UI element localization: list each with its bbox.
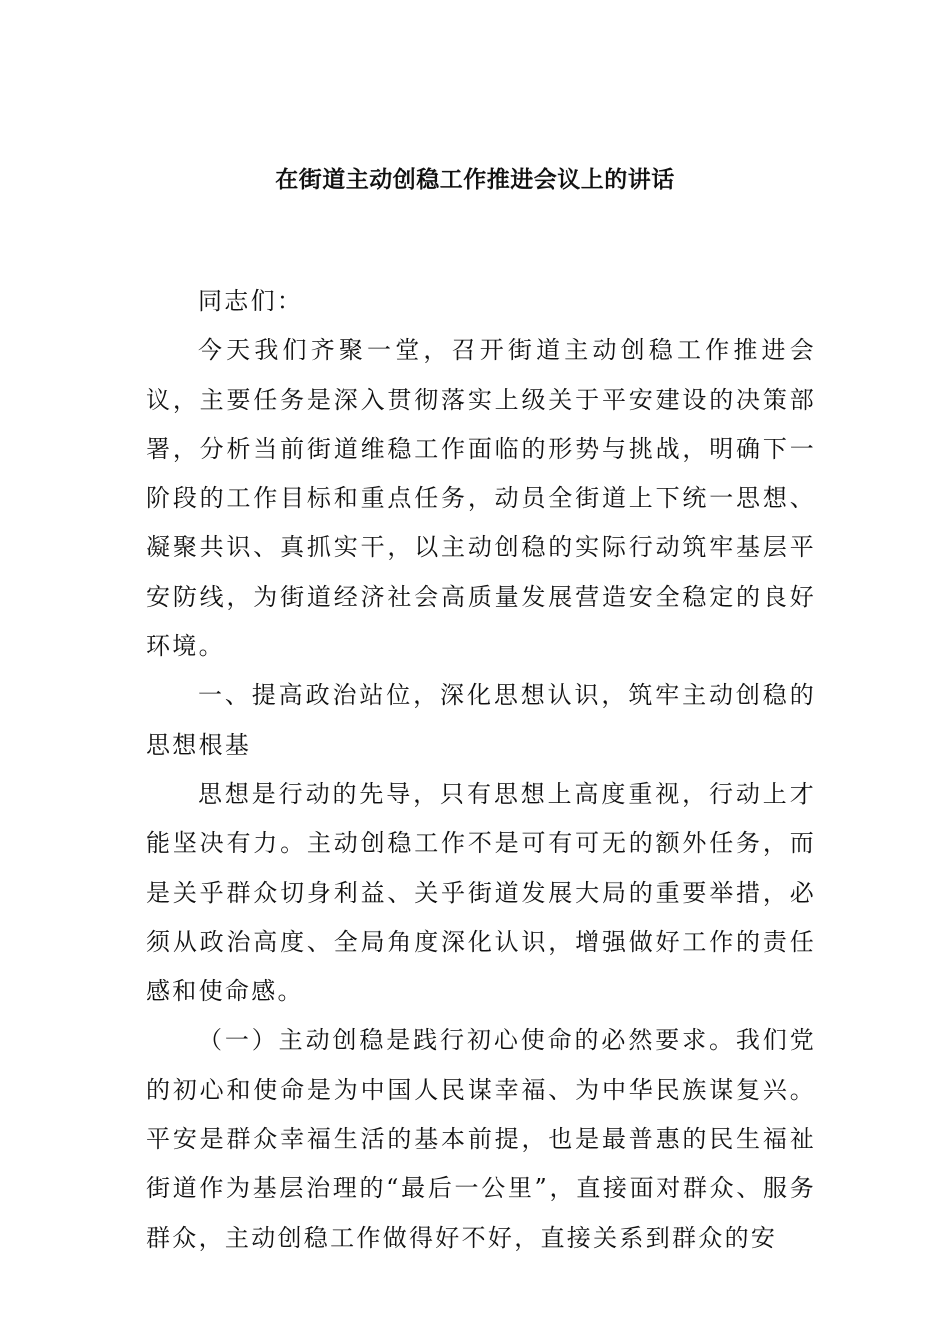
document-title: 在街道主动创稳工作推进会议上的讲话: [275, 167, 675, 193]
subsection-1-paragraph: （一）主动创稳是践行初心使命的必然要求。我们党的初心和使命是为中国人民谋幸福、为中华民族谋复兴。平安是群众幸福生活的基本前提，也是最普惠的民生福祉街道作为基层治理的“最后一公里”，直接面对群众、服务群众，主动创稳工作做得好不好，直接关系到群众的安: [146, 1026, 816, 1252]
section-heading-1: 一、提高政治站位，深化思想认识，筑牢主动创稳的思想根基: [146, 681, 816, 759]
intro-paragraph: 今天我们齐聚一堂，召开街道主动创稳工作推进会议，主要任务是深入贯彻落实上级关于平安建设的决策部署，分析当前街道维稳工作面临的形势与挑战，明确下一阶段的工作目标和重点任务，动员全街道上下统一思想、凝聚共识、真抓实干，以主动创稳的实际行动筑牢基层平安防线，为街道经济社会高质量发展营造安全稳定的良好环境。: [146, 336, 816, 661]
section-1-paragraph: 思想是行动的先导，只有思想上高度重视，行动上才能坚决有力。主动创稳工作不是可有可无的额外任务，而是关乎群众切身利益、关乎街道发展大局的重要举措，必须从政治高度、全局角度深化认识，增强做好工作的责任感和使命感。: [146, 779, 816, 1006]
document-body: [146, 277, 816, 1263]
salutation-paragraph: 同志们：: [198, 287, 304, 315]
